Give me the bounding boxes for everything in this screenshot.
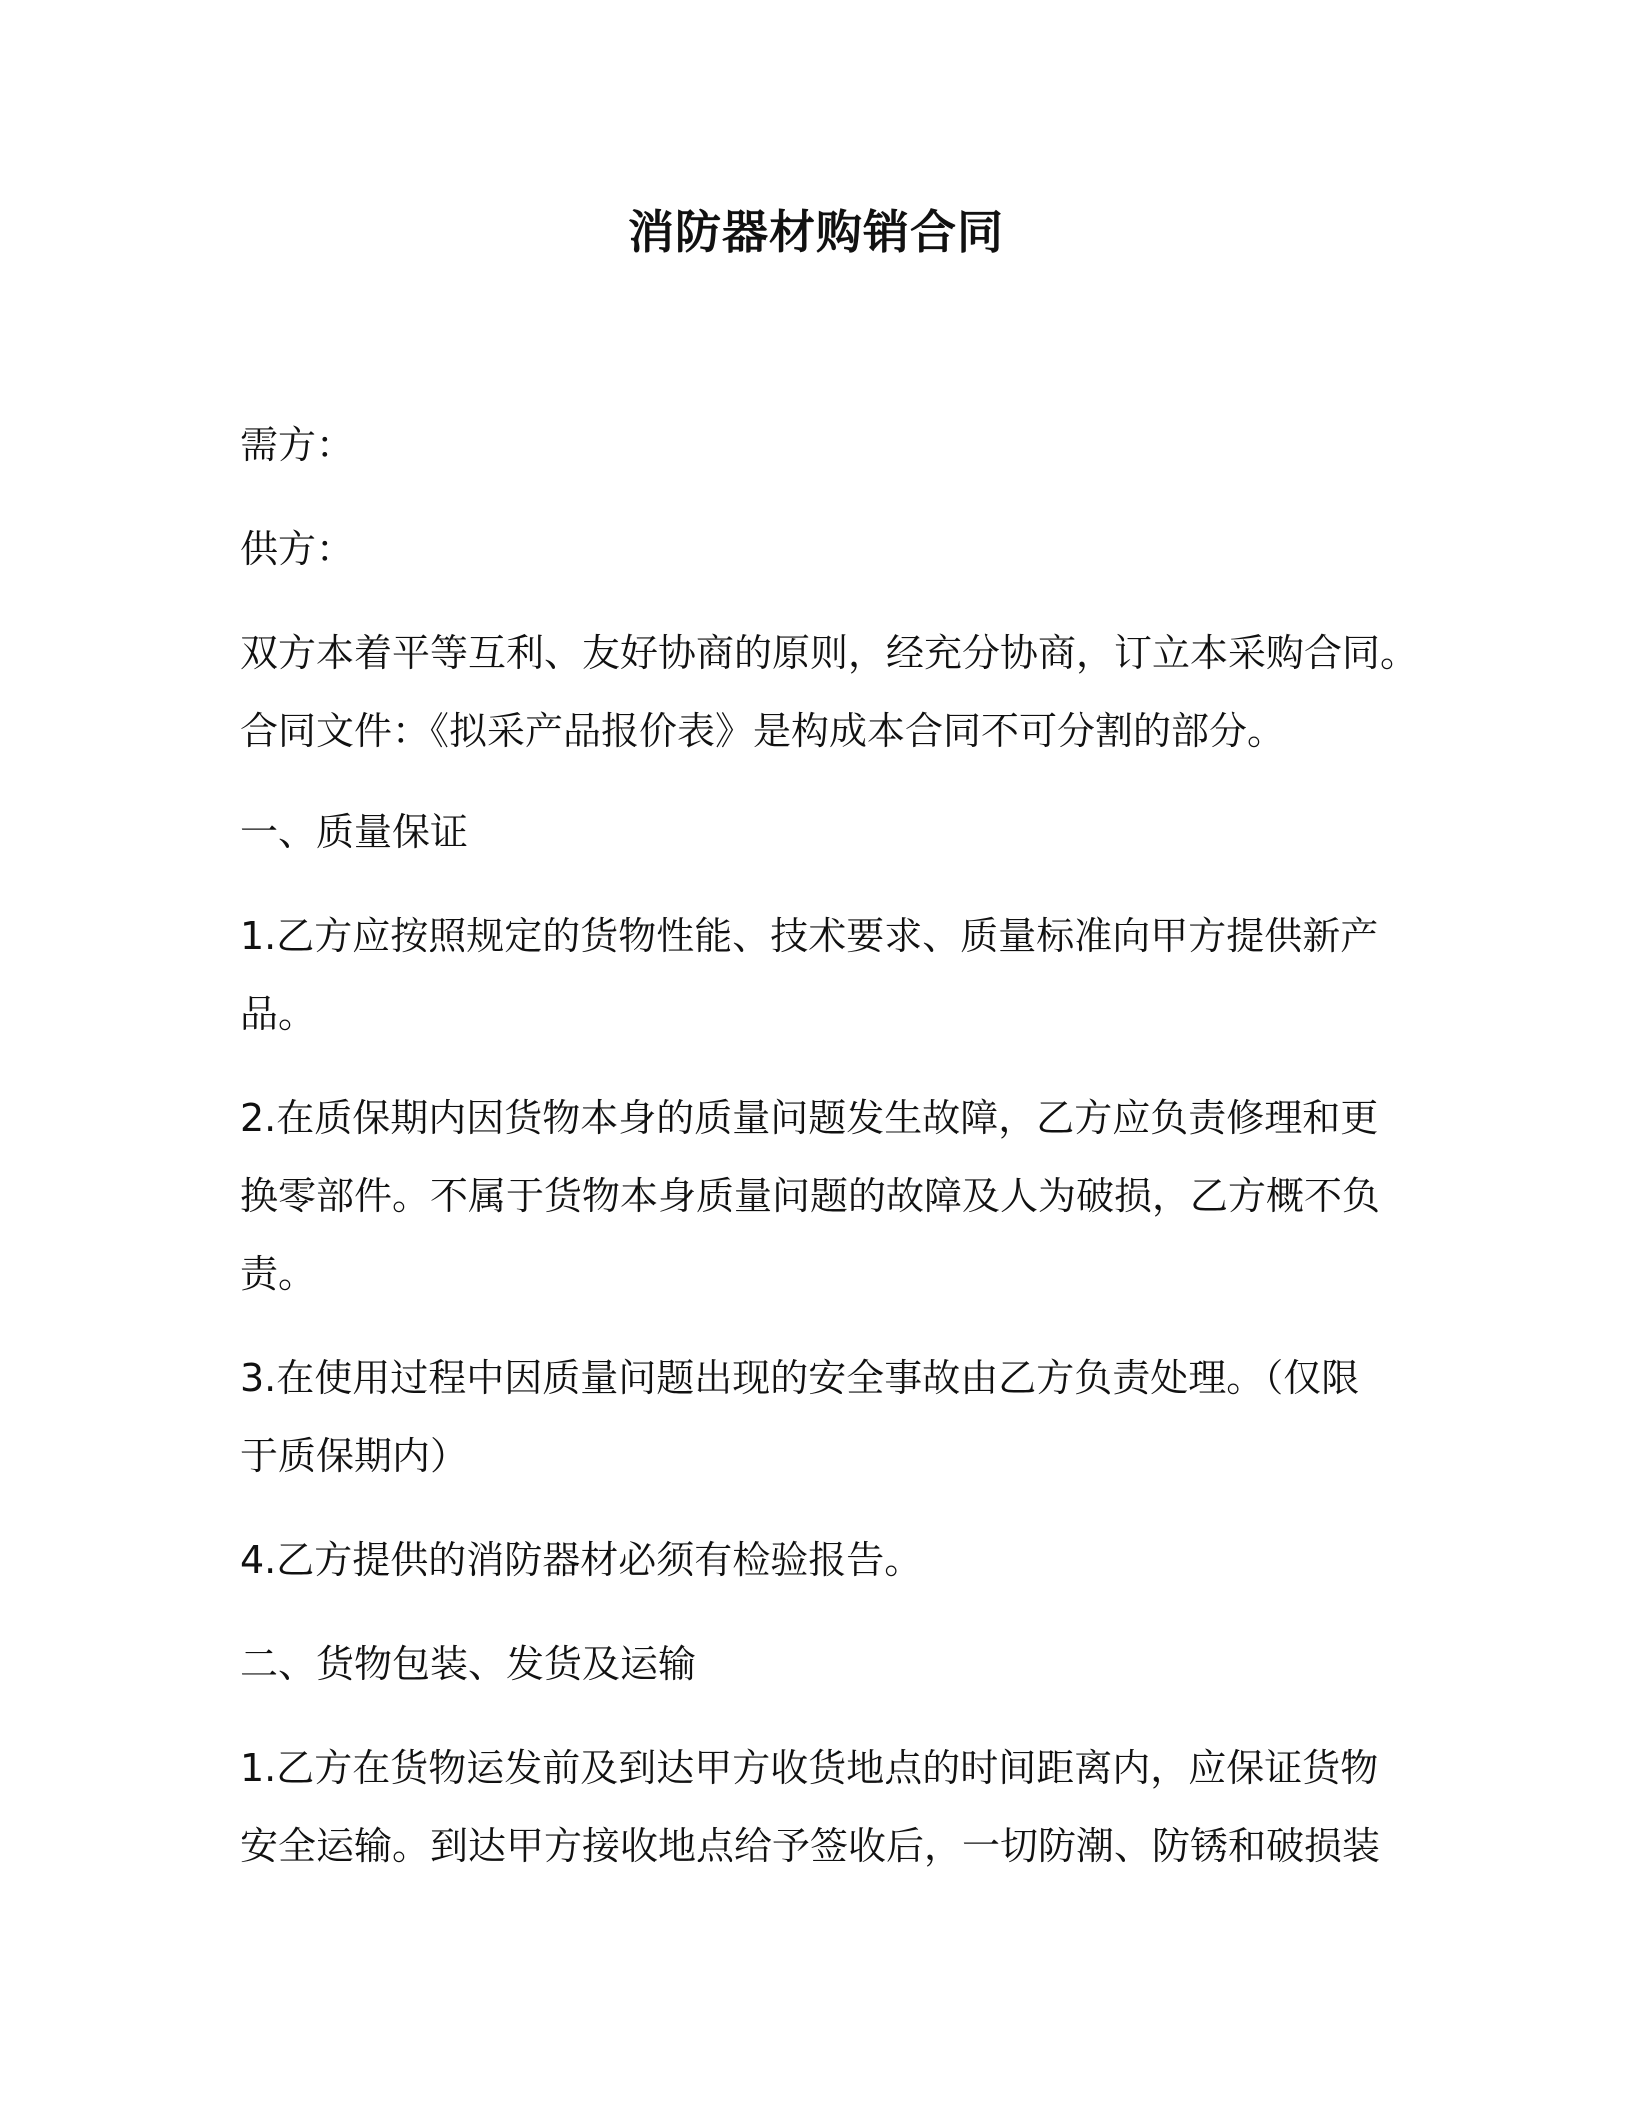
section-1-item-3-line-2: 于质保期内）	[240, 1434, 469, 1478]
section-2-heading: 二、货物包装、发货及运输	[240, 1642, 697, 1686]
section-1-item-2-line-3: 责。	[240, 1252, 317, 1296]
intro-line-1: 双方本着平等互利、友好协商的原则，经充分协商，订立本采购合同。	[240, 631, 1419, 675]
buyer-label: 需方：	[240, 423, 355, 467]
section-1-heading: 一、质量保证	[240, 810, 469, 854]
section-1-item-4-line-1: 4.乙方提供的消防器材必须有检验报告。	[240, 1538, 923, 1582]
section-2-item-1-line-2: 安全运输。到达甲方接收地点给予签收后，一切防潮、防锈和破损装	[240, 1824, 1381, 1868]
section-2-item-1-line-1: 1.乙方在货物运发前及到达甲方收货地点的时间距离内，应保证货物	[240, 1746, 1379, 1790]
section-1-item-1-line-2: 品。	[240, 992, 317, 1036]
section-1-item-3-line-1: 3.在使用过程中因质量问题出现的安全事故由乙方负责处理。（仅限	[240, 1356, 1360, 1400]
intro-line-2: 合同文件：《拟采产品报价表》是构成本合同不可分割的部分。	[240, 709, 1286, 753]
supplier-label: 供方：	[240, 527, 355, 571]
page-title: 消防器材购销合同	[628, 205, 1004, 259]
section-1-item-2-line-1: 2.在质保期内因货物本身的质量问题发生故障，乙方应负责修理和更	[240, 1096, 1379, 1140]
section-1-item-1-line-1: 1.乙方应按照规定的货物性能、技术要求、质量标准向甲方提供新产	[240, 914, 1379, 958]
section-1-item-2-line-2: 换零部件。不属于货物本身质量问题的故障及人为破损，乙方概不负	[240, 1174, 1381, 1218]
